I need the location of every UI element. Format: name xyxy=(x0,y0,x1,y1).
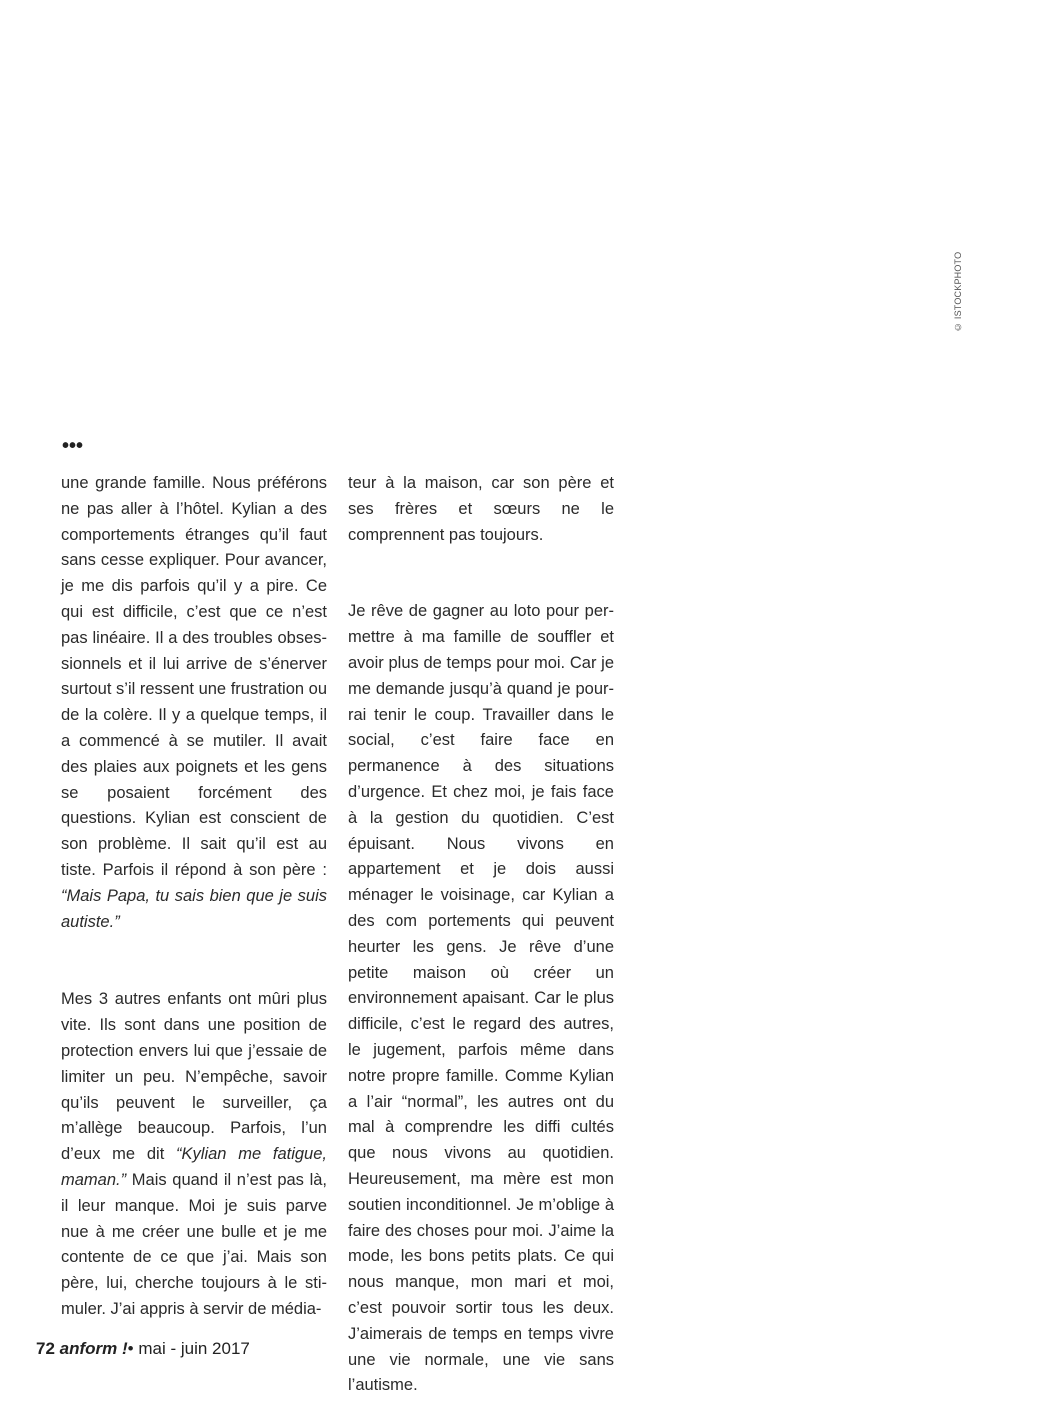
left-paragraph-1-text: une grande famille. Nous préférons ne pas aller à l’hôtel. Kylian a des comportements étranges qu’il faut sans cesse expliquer. Pour avancer, je me dis parfois qu’il y a pire. Ce qui est difficile, c’est que ce n’est pas linéaire. Il a des troubles obsessionnels et il lui arrive de s’énerver surtout s’il ressent une frustration ou de la colère. Il y a quelque temps, il a commencé à se mutiler. Il avait des plaies aux poignets et les gens se posaient forcément des questions. Kylian est conscient de son problème. Il sait qu’il est au tiste. Parfois il répond à son père : xyxy=(61,474,327,879)
paragraph-gap xyxy=(61,935,327,987)
continuation-marker: ••• xyxy=(62,435,84,457)
magazine-name: anform ! xyxy=(59,1339,128,1358)
issue-date: mai - juin 2017 xyxy=(138,1339,250,1358)
right-paragraph-2: Je rêve de gagner au loto pour permettre à ma famille de souffler et avoir plus de temps pour moi. Car je me demande jusqu’à quand je pourrai tenir le coup. Travailler dans le social, c’est faire face en permanence à des situations d’urgence. Et chez moi, je fais face à la gestion du quotidien. C’est épuisant. Nous vivons en appartement et je dois aussi ménager le voisinage, car Kylian a des com portements qui peuvent heurter les gens. Je rêve d’une petite maison où créer un environnement apaisant. Car le plus difficile, c’est le regard des autres, le jugement, parfois même dans notre propre famille. Comme Kylian a l’air “normal”, les autres ont du mal à comprendre les diffi cultés que nous vivons au quotidien. Heureusement, ma mère est mon soutien inconditionnel. Je m’oblige à faire des choses pour moi. J’aime la mode, les bons petits plats. Ce qui nous manque, mon mari et moi, c’est pouvoir sortir tous les deux. J’aimerais de temps en temps vivre une vie normale, une vie sans l’autisme. xyxy=(348,602,614,1395)
left-paragraph-2-text-a: Mes 3 autres enfants ont mûri plus vite. Ils sont dans une position de protection envers lui que j’essaie de limiter un peu. N’empêche, savoir qu’ils peuvent le surveiller, ça m’allège beaucoup. Parfois, l’un d’eux me dit xyxy=(61,990,327,1164)
footer-separator: • xyxy=(127,1339,134,1358)
left-paragraph-1-quote: “Mais Papa, tu sais bien que je suis autiste.” xyxy=(61,886,327,931)
page-number: 72 xyxy=(36,1339,55,1358)
right-paragraph-1: teur à la maison, car son père et ses frères et sœurs ne le comprennent pas toujours. xyxy=(348,474,614,544)
left-paragraph-2 xyxy=(61,987,327,1322)
left-paragraph-1 xyxy=(61,471,327,935)
photo-credit: © ISTOCKPHOTO xyxy=(953,251,963,332)
page-footer xyxy=(36,1338,250,1360)
paragraph-gap xyxy=(348,548,614,599)
article-column-left xyxy=(61,471,327,1323)
article-column-right xyxy=(348,471,614,1399)
left-paragraph-2-text-b: Mais quand il n’est pas là, il leur manque. Moi je suis parve nue à me créer une bulle et je me contente de ce que j’ai. Mais son père, lui, cherche toujours à le stimuler. J’ai appris à servir de média- xyxy=(61,1170,328,1318)
left-paragraph-2-quote: “Kylian me fatigue, maman.” xyxy=(61,1145,327,1189)
